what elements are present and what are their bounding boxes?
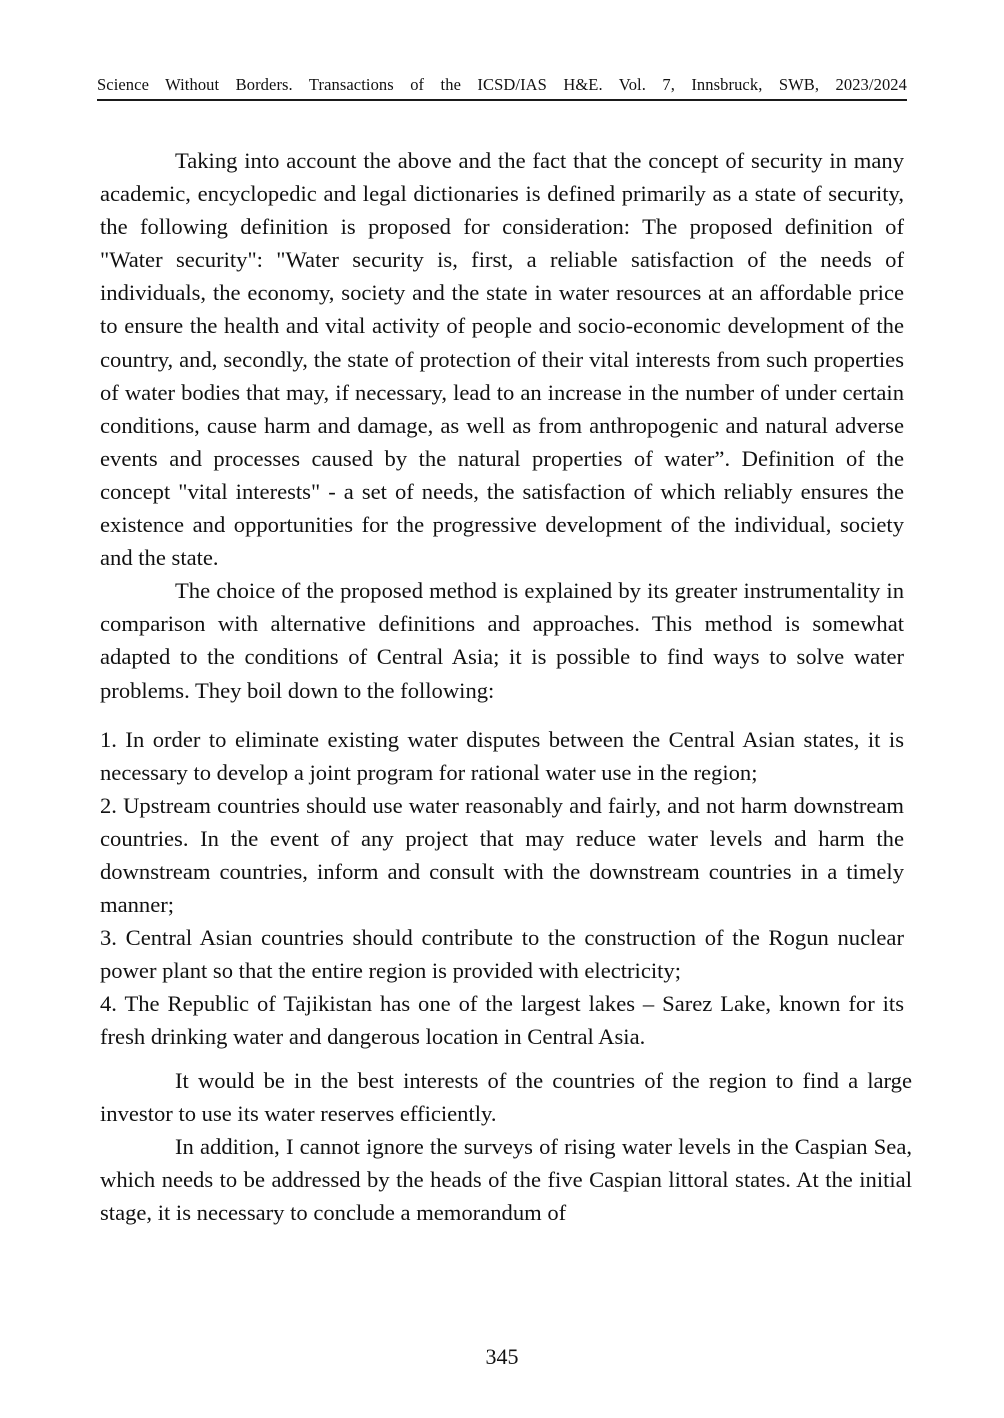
paragraph-method-choice: The choice of the proposed method is explained by its greater instrumentality in comparison with alternative definitions and approaches. This method is somewhat adapted to the conditions of Central Asia; it is possible to find ways to solve water problems. They boil down to the following: [100,578,904,703]
list-item: 2. Upstream countries should use water reasonably and fairly, and not harm downstream countries. In the event of any project that may reduce water levels and harm the downstream countries, inform and consult with the downstream countries in a timely manner; [100,792,904,918]
paragraph-caspian-sea: In addition, I cannot ignore the surveys of rising water levels in the Caspian Sea, which needs to be addressed by the heads of the five Caspian littoral states. At the initial stage, it is necessary to conclude a memorandum of [100,1133,912,1225]
page-body [100,144,912,1229]
list-item: 1. In order to eliminate existing water disputes between the Central Asian states, it is necessary to develop a joint program for rational water use in the region; [100,726,904,785]
list-item: 4. The Republic of Tajikistan has one of the largest lakes – Sarez Lake, known for its fresh drinking water and dangerous location in Central Asia. [100,991,904,1050]
list-item: 3. Central Asian countries should contribute to the construction of the Rogun nuclear power plant so that the entire region is provided with electricity; [100,925,904,984]
paragraph-investor: It would be in the best interests of the countries of the region to find a large investor to use its water reserves efficiently. [100,1067,912,1126]
solutions-list [100,723,904,1054]
page-number: 345 [485,1344,519,1369]
running-header-title: Science Without Borders. Transactions of the ICSD/IAS H&E. Vol. 7, Innsbruck, SWB, 2023/2024 [97,75,907,94]
paragraph-water-security-definition: Taking into account the above and the fact that the concept of security in many academic, encyclopedic and legal dictionaries is defined primarily as a state of security, the following definition is proposed for consideration: The proposed definition of "Water security": "Water security is, first, a reliable satisfaction of the needs of individuals, the economy, society and the state in water resources at an affordable price to ensure the health and vital activity of people and socio-economic development of the country, and, secondly, the state of protection of their vital interests from such properties of water bodies that may, if necessary, lead to an increase in the number of under certain conditions, cause harm and damage, as well as from anthropogenic and natural adverse events and processes caused by the natural properties of water”. Definition of the concept "vital interests" - a set of needs, the satisfaction of which reliably ensures the existence and opportunities for the progressive development of the individual, society and the state. [100,148,904,571]
running-header [97,74,907,101]
